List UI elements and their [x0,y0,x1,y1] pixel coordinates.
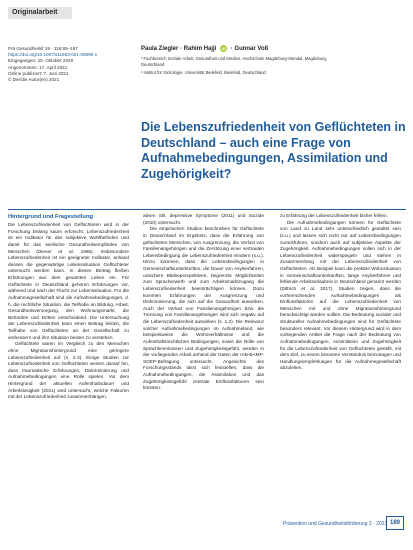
meta-line: Angenommen: 17. April 2021 [8,64,68,70]
affiliation-line: ¹ Fachbereich Soziale Arbeit, Gesundheit und Medien, Hochschule Magdeburg-Stendal, Magdeburg, [141,56,327,61]
affiliation-line: ² Institut für Soziologie, Universität Bielefeld, Bielefeld, Deutschland [141,70,266,75]
article-title: Die Lebenszufriedenheit von Geflüchteten in Deutschland – auch eine Frage von Aufnahmebedingungen, Assimilation und Zugehörigkeit? [141,120,406,181]
meta-line: Eingegangen: 20. Oktober 2020 [8,58,74,64]
author-name: · Gunnar Voß [230,46,269,53]
meta-line: Prä Gesundheitsf 19 · 116:85–197 [8,46,78,51]
paragraph: ativen Stil, depressive Symptome (2011) und Suizide (2010) untersucht. [143,213,264,225]
author-name: Rahim Hajji [183,46,217,53]
section-tag: Originalarbeit [8,7,72,19]
author-list [141,45,401,52]
meta-line: © Der/die Autor(en) 2021 [8,77,60,83]
section-divider [8,209,406,210]
section-heading: Hintergrund und Fragestellung [8,214,94,220]
orcid-icon[interactable]: iD [221,46,226,51]
article-metadata [8,46,118,83]
footer-journal: Prävention und Gesundheitsförderung 2 · 2021 [283,521,388,527]
author-separator: · [180,46,183,53]
doi-link[interactable]: https://doi.org/10.1007/s11553-021-00890-x [8,52,98,58]
text-column-middle [143,213,264,392]
page-number: 189 [386,516,404,530]
paragraph: zu Erfahrung der Lebenszufriedenheit bisher fehlen. [280,213,388,218]
meta-line: Online publiziert: 7. Juni 2021 [8,70,69,76]
text-column-right [280,213,401,372]
author-name: Paula Ziegler [141,46,179,53]
text-column-left [8,213,129,401]
paragraph: Die Aufnahmebedingungen können für Geflüchtete von Land zu Land sehr unterschiedlich gestaltet sein (s.u.) und lassen sich nicht nur auf Lebensbedingungen zurückführen, sondern auch auf subjektive Aspekte der Zugehörigkeit. Aufnahmebedingungen sollen sich in der Lebenszufriedenheit widerspiegeln und stehen in Zusammenhang mit der Lebenszufriedenheit von Geflüchteten. Als Beispiel kann die prekäre Wohnsituation in Gemeinschaftsunterkünften, lange Asylverfahren und fehlende Arbeitserlaubnis in Deutschland genannt werden (Dittrich et al. 2017). Studien zeigen, dass die vorherrschenden Aufnahmebedingungen als Einflussfaktoren auf die Lebenszufriedenheit von Menschen mit und ohne Migrationshintergrund berücksichtigt werden sollten. Die Bedeutung sozialer und struktureller Aufnahmebedingungen sind für Geflüchtete besonders relevant. Vor diesem Hintergrund wird in dem vorliegenden Artikel die Frage nach der Bedeutung von Aufnahmebedingungen, Assimilation und Zugehörigkeit für die Lebenszufriedenheit von Geflüchteten gestellt, mit dem Ziel, zu einem besseren Verständnis beizutragen und Handlungsempfehlungen für die Aufnahmegesellschaft abzuleiten. [280,219,401,371]
affiliation-line: Deutschland [141,62,165,67]
paragraph: Die Lebenszufriedenheit von Geflüchteten wird in der Forschung bislang kaum erforscht. Lebenszufriedenheit ist ein Indikator für das subjektive Wohlbefinden und damit für das seelische Gesundheitsempfinden von Menschen (Diener et al. 1985). Insbesondere Lebenszufriedenheit ist ein geeigneter Indikator, anhand dessen die gegenwärtige Lebenssituation Geflüchteter untersucht werden kann. In diesen Beitrag fließen Erfahrungen aus dem gesamten Leben ein. Für Geflüchtete in Deutschland gehören Erfahrungen vor, während und nach der Flucht zur Lebenssituation. Für die Aufnahmegesellschaft sind die Aufnahmebedingungen, d. h. die rechtliche Situation, die Teilhabe an Bildung, Arbeit, Gesundheitsversorgung, den Wohnungsmarkt, die Behörden und Dritten entscheidend. Die Untersuchung der Lebenszufriedenheit kann einen Beitrag leisten, die Teilhabe von Geflüchteten an der Gesellschaft zu verbessern und ihre Situation besser zu verstehen. [8,222,129,340]
paragraph: Die empirischen Studien beschreiben für Geflüchtete in Deutschland im Ergebnis, dass die Erfahrung von gefüchteten Menschen, von Ausgrenzung, die Verlust von Familienangehörigen und die Zerstörung einer vertrauten Lebensbedingung die Lebenszufriedenheit mindern (s.u.). Hinzu kommen, dass die Lebensbedingungen in Gemeinschaftsunterkünften, die Dauer von Asylverfahren, unsichere Bleibeperspektiven, begrenzte Möglichkeiten zum Spracherwerb und zum Arbeitsmarktzugang die Lebenszufriedenheit beeinträchtigen können. Dazu kommen Erfahrungen der Ausgrenzung und Diskriminierung, die sich auf die Gesundheit auswirken. Auch der Verlust von Familienangehörigen bzw. die Trennung von Familienangehörigen wird sich negativ auf die Lebenszufriedenheit auswirken (s. 1.2). Die Relevanz solcher Aufnahmebedingungen im Aufnahmeland, wie beispielsweise die Wohnverhältnisse und die Aufenthaltsrechtlichen Bedingungen, sowie die Rolle von Sprachkenntnissen und Zugehörigkeitsgefühl, werden in der vorliegenden Arbeit anhand der Daten der IAB-BAMF-SOEP-Befragung untersucht. Angesichts des Forschungsstands lässt sich feststellen, dass die Aufnahmebedingungen, die Assimilation und das Zugehörigkeitsgefühl zentrale Einflussfaktoren sein könnten. [143,226,264,391]
paragraph: Geflüchtete waren im Vergleich zu den Menschen ohne Migrationshintergrund eine geringere Lebenszufriedenheit auf (s. 2.3). Einige Studien zur Lebenszufriedenheit von Geflüchteten weisen darauf hin, dass traumatische Erfahrungen, Diskriminierung und Aufnahmebedingungen eine Rolle spielen. Vor dem Hintergrund der aktuellen Aufenthaltsdauer und Arbeitslosigkeit (2021) wird untersucht, welche Faktoren mit der Lebenszufriedenheit zusammenhängen. [8,341,129,400]
